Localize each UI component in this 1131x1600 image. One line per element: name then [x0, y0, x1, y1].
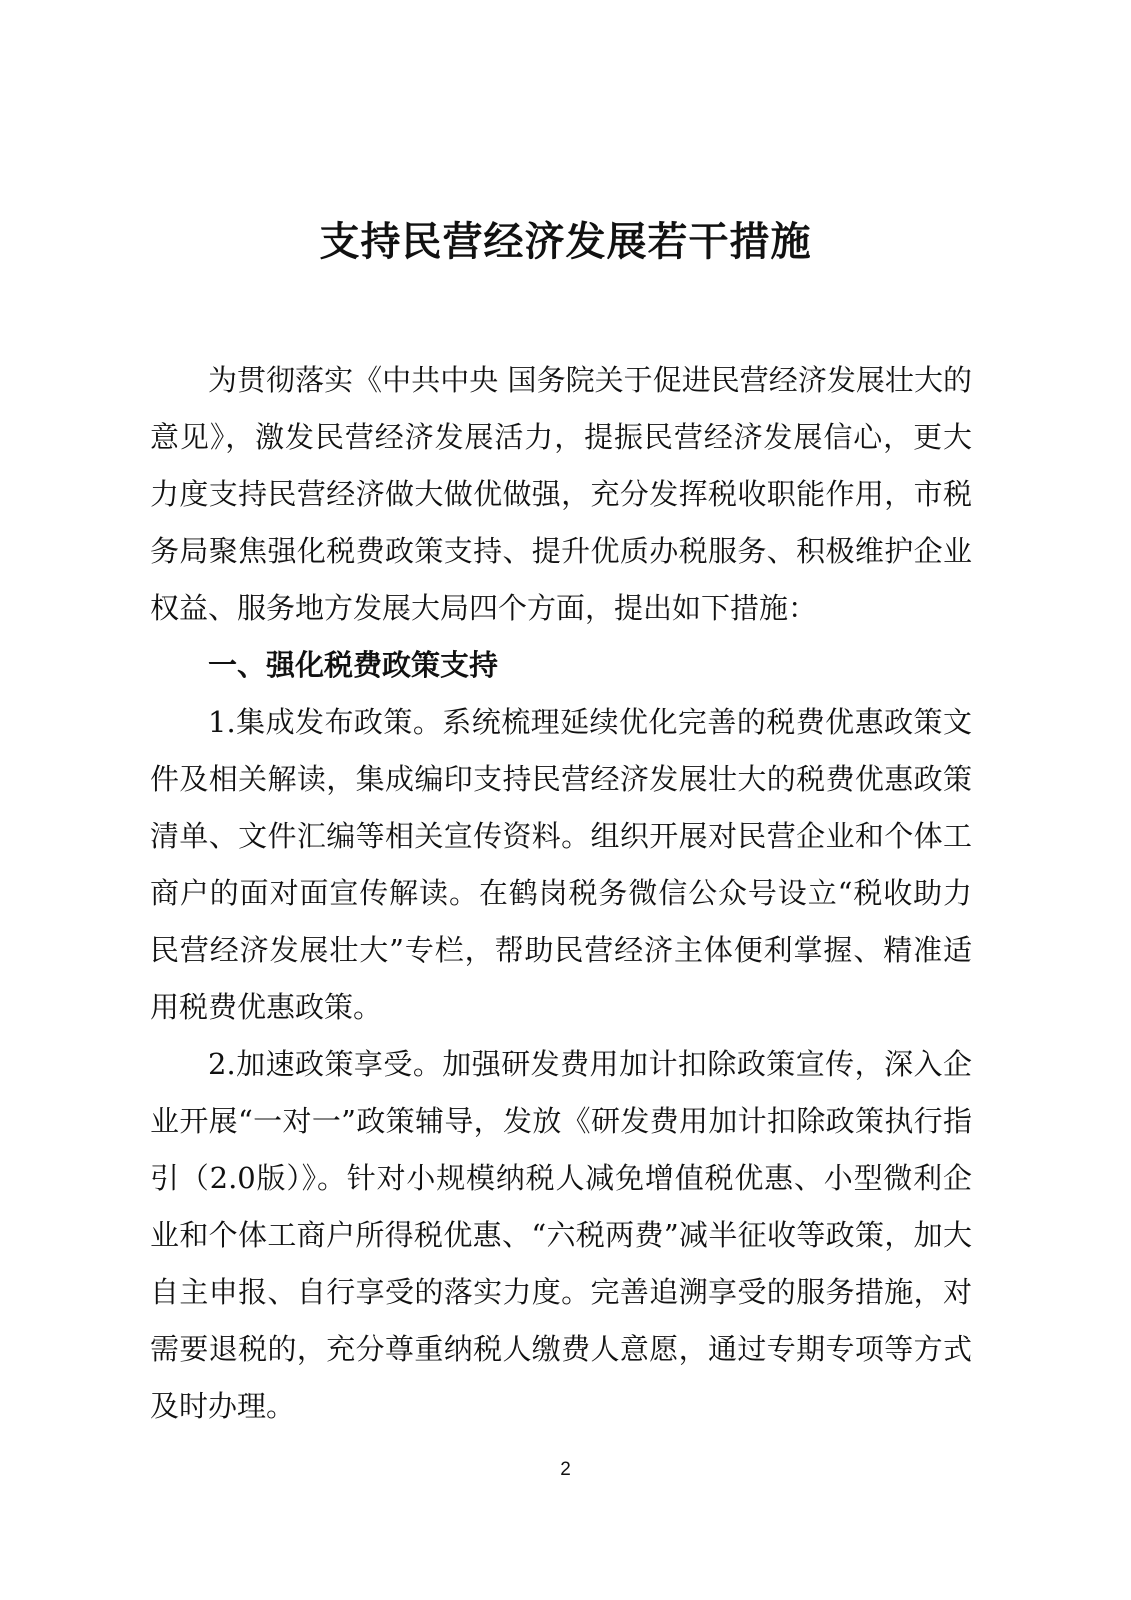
- intro-paragraph: 为贯彻落实《中共中央 国务院关于促进民营经济发展壮大的意见》，激发民营经济发展活力，提振民营经济发展信心，更大力度支持民营经济做大做优做强，充分发挥税收职能作用，市税务局聚焦强化税费政策支持、提升优质办税服务、积极维护企业权益、服务地方发展大局四个方面，提出如下措施：: [150, 363, 972, 625]
- measure-paragraph-1: 1.集成发布政策。系统梳理延续优化完善的税费优惠政策文件及相关解读，集成编印支持民营经济发展壮大的税费优惠政策清单、文件汇编等相关宣传资料。组织开展对民营企业和个体工商户的面对面宣传解读。在鹤岗税务微信公众号设立“税收助力民营经济发展壮大”专栏，帮助民营经济主体便利掌握、精准适用税费优惠政策。: [150, 705, 972, 1024]
- document-body: [150, 352, 972, 1435]
- page-number: 2: [560, 1459, 571, 1480]
- measure-paragraph-2: 2.加速政策享受。加强研发费用加计扣除政策宣传，深入企业开展“一对一”政策辅导，发放《研发费用加计扣除政策执行指引（2.0版）》。针对小规模纳税人减免增值税优惠、小型微利企业和个体工商户所得税优惠、“六税两费”减半征收等政策，加大自主申报、自行享受的落实力度。完善追溯享受的服务措施，对需要退税的，充分尊重纳税人缴费人意愿，通过专期专项等方式及时办理。: [150, 1047, 972, 1423]
- document-title: 支持民营经济发展若干措施: [319, 219, 812, 265]
- section-heading: 一、强化税费政策支持: [208, 648, 499, 682]
